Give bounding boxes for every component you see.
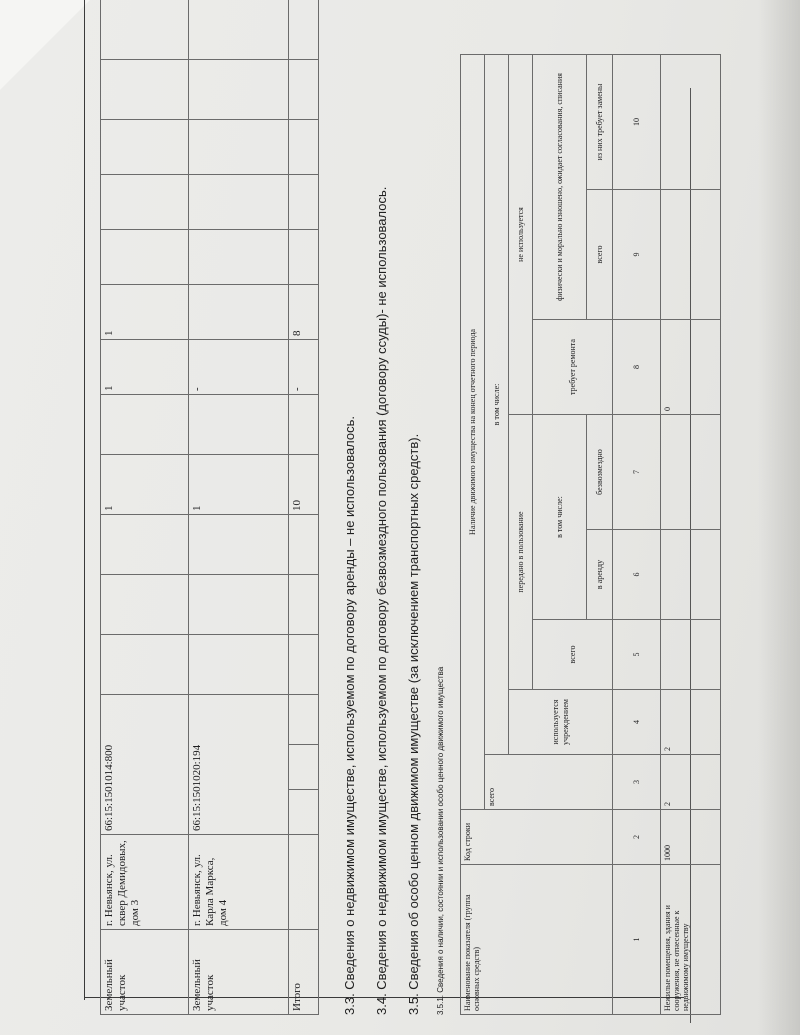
column-numbers-row [613,54,661,1014]
not-used-header: не используется [509,54,533,414]
land-cadastral-cell: 66:15:1501014:800 [101,694,189,834]
land-row-1 [101,0,189,1015]
rotated-content [100,25,700,1015]
row-name-cell: Нежилые помещения, здания и сооружения, не отнесенные к недвижимому имуществу [661,865,721,1015]
rent-header: в аренду [587,530,613,620]
land-value-cell: 1 [189,454,289,514]
land-row-2 [189,0,289,1015]
land-address-cell: г. Невьянск, ул. сквер Демидовых, дом 3 [101,835,189,930]
col-number: 3 [613,755,661,810]
movable-property-table [460,54,721,1015]
section-3-5-text: 3.5. Сведения об особо ценном движимом имуществе (за исключением транспортных средств). [406,433,421,1015]
header-row-1 [461,54,485,1014]
land-type-cell: Земельный участок [189,930,289,1015]
margin-rule-left [84,0,85,1000]
col-number: 6 [613,530,661,620]
col-number: 4 [613,690,661,755]
land-total-value: 10 [289,454,319,514]
col-number: 1 [613,865,661,1015]
land-cadastral-cell: 66:15:1501020:194 [189,694,289,834]
land-plots-table [100,0,319,1015]
section-3-4-text: 3.4. Сведения о недвижимом имуществе, используемом по договору безвозмездного пользования (договору ссуды)- не использовалось. [374,186,389,1015]
row-used-cell: 2 [661,690,721,755]
col-name-header: Наименование показателя (группа основных средств) [461,865,613,1015]
col-number: 2 [613,810,661,865]
col-number: 7 [613,415,661,530]
replace-header: из них требует замены [587,54,613,189]
land-value-cell: 1 [101,284,189,339]
presence-header: Наличие движимого имущества на конец отчетного периода [461,54,485,809]
total-header: всего [485,755,613,810]
land-address-cell: г. Невьянск, ул. Карла Маркса, дом 4 [189,835,289,930]
used-header: используется учреждением [509,690,613,755]
page-fold-corner [0,0,90,90]
worn-total-header: всего [587,190,613,320]
land-value-cell: - [189,339,289,394]
land-total-value: - [289,339,319,394]
col-number: 10 [613,54,661,189]
col-number: 8 [613,320,661,415]
row-total-cell: 2 [661,755,721,810]
land-type-cell: Земельный участок [101,930,189,1015]
section-3-3-text: 3.3. Сведения о недвижимом имуществе, используемом по договору аренды – не использовалось. [342,415,357,1015]
repair-header: требует ремонта [533,320,613,415]
row-repair-cell: 0 [661,320,721,415]
land-total-value: 8 [289,284,319,339]
transferred-including-header: в том числе: [533,415,587,620]
worn-header: физически и морально изношено, ожидает согласования, списания [533,54,587,319]
section-3-5-1-text: 3.5.1. Сведения о наличии, состоянии и использовании особо ценного движимого имущества [436,666,445,1015]
land-value-cell: 1 [101,339,189,394]
land-value-cell: 1 [101,454,189,514]
row-code-cell: 1000 [661,810,721,865]
col-code-header: Код строки [461,810,613,865]
free-header: безвозмездно [587,415,613,530]
col-number: 5 [613,620,661,690]
col-number: 9 [613,190,661,320]
including-header: в том числе: [485,54,509,754]
page-shadow-edge [758,0,800,1035]
transferred-total-header: всего [533,620,613,690]
land-total-row [289,0,319,1015]
data-row-1000 [661,54,721,1014]
land-total-label: Итого [289,930,319,1015]
transferred-header: передано в пользование [509,415,533,690]
